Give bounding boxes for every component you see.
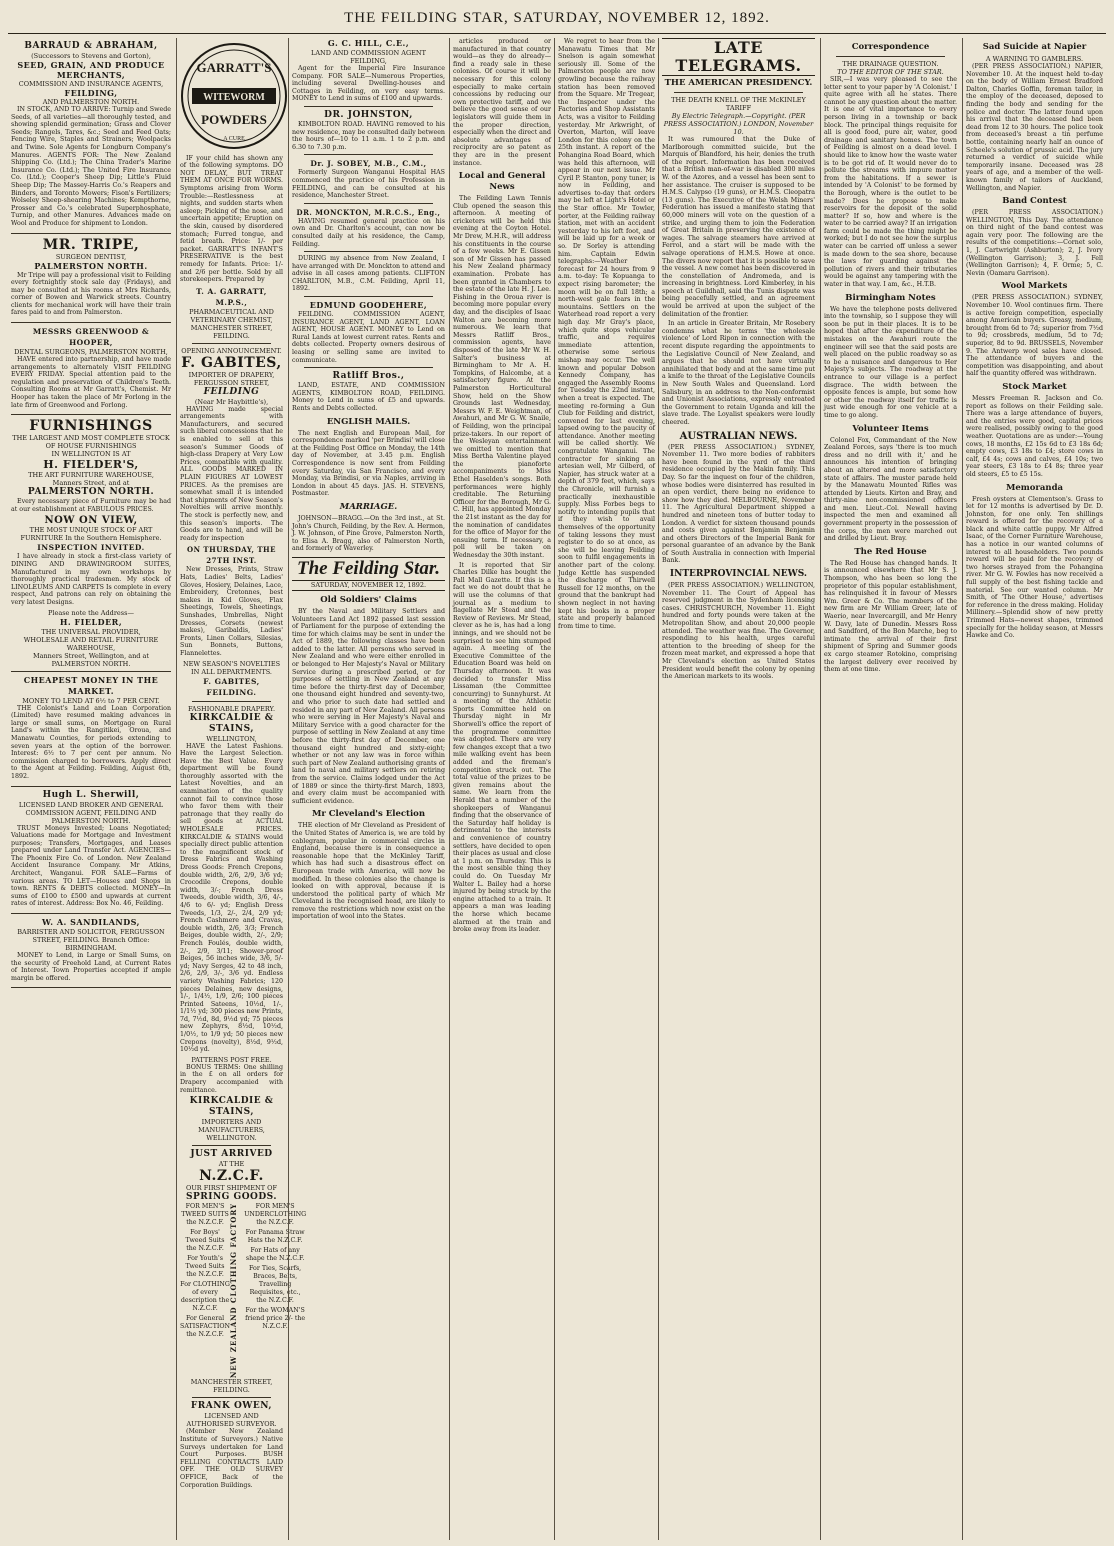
barraud-head: BARRAUD & ABRAHAM, — [24, 41, 158, 51]
fielder-inspect: INSPECTION INVITED. — [37, 543, 145, 553]
gabites-sig: F. GABITES, FEILDING. — [203, 676, 260, 697]
column-6 — [820, 38, 960, 1540]
garratt-body: IF your child has shown any of the following symptoms. DO NOT DELAY, BUT TREAT THEM AT ONCE FOR WORMS. Symptoms arising from Worm Trouble:—Restlessness at nights, and sudden starts when asleep; Picking of the nose, and uncertain appetite; Eruption on the skin, caused by disordered stomach; Furred tongue, and fetid breath. Price: 1/- per packet. GARRATT'S INFANT'S PRESERVATIVE is the best remedy for Infants. Price: 1/- and 2/6 per bottle. Sold by all storekeepers. Prepared by — [180, 154, 283, 284]
money-sub: MONEY TO LEND AT 6½ to 7 PER CENT. — [22, 696, 160, 705]
barraud-ad — [11, 38, 171, 234]
soldiers-claims-body: BY the Naval and Military Settlers and Volunteers Land Act 1892 passed last session of Parliament for the purpose of extending the time for which claims may be sent in under the Act of 1889, the following classes have been added to the latter. All persons who served in New Zealand and who were either enrolled in or belonged to Her Majesty's Naval or Military Service during a prescribed period, or for purposes of settling in New Zealand at any time before the thirty-first day of December, one thousand eight hundred and seventy-two, and who prior to such date had settled and resided in any part of New Zealand. All persons who were serving in Her Majesty's Naval and Military Service with a good character for the purpose of settling in New Zealand at any time before the thirty-first day of December, one thousand eight hundred and sixty-eight; whether or not any law was in force within such part of New Zealand authorising grants of land to naval and military settlers on retiring from the service. Claims lodged under the Act of 1889 or since the thirty-first March, 1893, and every claim must be accompanied with sufficient evidence. — [292, 607, 445, 805]
fielder-line-2: IN WELLINGTON IS AT — [51, 450, 131, 459]
gabites-date: ON THURSDAY, THE 27TH INST. — [186, 545, 276, 566]
johnston-head: DR. JOHNSTON, — [324, 109, 413, 120]
sherwill-body: TRUST Moneys Invested; Loans Negotiated; Valuations made for Mortgage and Investment purposes; Transfers, Mortgages, and Leases prepared under Land Transfer Act. AGENCIES—The Phoenix Fire Co. of London. New Zealand Accident Insurance Company. Mr Atkins, Architect, Wanganui. FOR SALE—Farms of various areas. TO LET—Houses and Shops in town. RENTS & DEBTS collected. MONEY—In sums of £100 to £500 and upwards at current rates of interest. Address: Box No. 46, Feilding. — [11, 824, 171, 908]
feilding-star-nameplate: The Feilding Star. — [292, 557, 445, 581]
ratliff-head: Ratliff Bros., — [332, 371, 405, 382]
gabites-body-2: New Dresses, Prints, Straw Hats, Ladies' Belts, Ladies' Gloves, Hosiery, Delaines, Lace, Embroidery, Cretonnes, best makes in Kid Gloves, Flax Sheetings, Towels, Sheetings, Sunshades, Umbrellas, Night Dresses, Corsets (newest makes), Garibaldis, Ladies' Fronts, Linen Collars, Silesias, Sun Bonnets, Buttons, Flannelettes. — [180, 566, 283, 657]
nzcf-left-item: For Youth's Tweed Suits the N.Z.C.F. — [185, 1255, 225, 1279]
suicide-napier-body: (PER PRESS ASSOCIATION.) NAPIER, November 10. At the inquest held to-day on the body of William Ernest Bradford Dalton, Charles Goffin, foreman tailor, in the employ of the deceased, deposed to finding the body and sending for the police and doctor. The latter found upon his arrival that the deceased had been dead from 12 to 30 hours. The police took from deceased's breast a tin perfume bottle, containing nearly half an ounce of Scheele's solution of prussic acid. The jury returned a verdict of suicide while temporarily insane. Deceased was 28 years of age, and a member of the well-known family of tailors of Auckland, Wellington, and Napier. — [966, 63, 1103, 192]
fielder-body: Every necessary piece of Furniture may be had at our establishment at FABULOUS PRICES. — [11, 498, 171, 513]
charlton-body: DURING my absence from New Zealand, I have arranged with Dr. Monckton to attend and advise in all cases among patients. CLIFTON CHARLTON, M.B., C.M. Feilding, April 11, 1892. — [292, 255, 445, 293]
nzcf-left-item: For CLOTHING of every description the N.Z.C.F. — [180, 1281, 230, 1313]
money-head: CHEAPEST MONEY IN THE MARKET. — [23, 674, 159, 696]
columns — [8, 38, 1106, 1540]
drainage-head: THE DRAINAGE QUESTION. — [842, 60, 939, 68]
barraud-line-1: SEED, GRAIN, AND PRODUCE MERCHANTS, — [17, 60, 165, 80]
local-news-continued: We regret to hear from the Manawatu Times that Mr Snelson is again somewhat seriously ill. Some of the Palmerston people are now growling because the railway station has been removed from the Square. Mr Tregear, the Inspector under the Factories and Shop Assistants Acts, was a visitor to Feilding yesterday. Mr Arkwright, of Overton, Marton, will leave London for this colony on the 25th instant. A report of the Pohangina Road Board, which was held this afternoon, will appear in our next issue. Mr Cyril P. Stanton, pony tuner, is now in Feilding, and advertises to-day that orders may be left at Light's Hotel or the Star office. Mr Towler, porter, at the Feilding railway station, met with an accident yesterday to his left foot, and will be laid up for a week or so. Dr Sorley is attending him. Captain Edwin telegraphs:—Weather forecast for 24 hours from 9 a.m. to-day: Te Kopuanga to expect rising barometer; the moon will be on full 18th; a north-west gale fears in the mountains. Settlers on the Waterhead road report a very high day. Mr Gray's place, which quite stops vehicular traffic, and requires immediate attention, otherwise some serious mishap may occur. The well known and popular Dobson Kennedy Company, has engaged the Assembly Rooms for Tuesday the 22nd instant, when a treat is expected. The meeting re-forming a Gun Club for Feilding and district, convened for last evening, lapsed owing to the paucity of attendance. Another meeting will be called shortly. We congratulate Wanganui. The contractor for sinking an artesian well, Mr Gilberd, of Napier, has struck water at a depth of 379 feet, which, says the Chronicle, will furnish a practically inexhaustible supply. Miss Forbes begs to notify to intending pupils that if they wish to avail themselves of the opportunity of taking lessons they must register to do so at once, as she will be leaving Feilding soon to fulfil engagements in another part of the colony. Judge Kettle has suspended the discharge of Thirwell Russell for 12 months, on the ground that the bankrupt had shown neglect in not having kept his books in a proper state and properly balanced from time to time. — [558, 38, 655, 630]
garratts-powders-seal — [180, 42, 288, 150]
seal-word-2: WITEWORM — [203, 92, 265, 103]
hill-head: G. C. HILL, C.E., — [327, 38, 410, 48]
column-4-left — [450, 38, 554, 1540]
gabites-sub-4: (Near Mr Haybittle's), — [194, 397, 269, 406]
barraud-sub: (Successors to Stevens and Gorton), — [31, 52, 151, 60]
fielder-line-5: Manners Street, and at — [52, 479, 130, 488]
column-3 — [288, 38, 448, 1540]
sherwill-head: Hugh L. Sherwill, — [42, 789, 140, 800]
memoranda-head: Memoranda — [1005, 482, 1064, 493]
drainage-to: TO THE EDITOR OF THE STAR. — [837, 68, 944, 76]
volunteer-items-head: Volunteer Items — [852, 423, 929, 434]
fielder-body-2: I have already in stock a first-class variety of DINING AND DRAWINGROOM SUITES, Manufactured in my own workshops by thoroughly practical tradesmen. My stock of LINOLEUMS AND CARPETS Is complete in every respect, And patrons can rely on obtaining the very latest Designs. — [11, 553, 171, 606]
wool-markets-body: (PER PRESS ASSOCIATION.) SYDNEY, November 10. Wool continues firm. There is active foreign competition, especially among American buyers. Greasy, medium, brought from 6d to 7d; superior from 7½d to 9d; crossbreds, medium, 5d to 7d; superior, 8d to 9d. BRUSSELS, November 9. The Antwerp wool sales have closed. The attendance of buyers and the competition was disappointing, and about half the quantity offered was withdrawn. — [966, 294, 1103, 378]
patterns-post-free: PATTERNS POST FREE. — [191, 1055, 272, 1064]
interprovincial-head: INTERPROVINCIAL NEWS. — [669, 569, 808, 580]
fielder-ad — [11, 415, 171, 671]
at-the: AT THE — [218, 1160, 245, 1169]
first-shipment: OUR FIRST SHIPMENT OF — [186, 1184, 277, 1193]
american-presidency-head: THE AMERICAN PRESIDENCY. — [664, 78, 813, 88]
garratt-sub: PHARMACEUTICAL AND VETERINARY CHEMIST, MANCHESTER STREET, FEILDING. — [189, 307, 274, 340]
fashionable-drapery: FASHIONABLE DRAPERY. — [187, 704, 276, 713]
nzcf-right-item: For Panama Straw Hats the N.Z.C.F. — [245, 1229, 305, 1245]
sobey-body: Formerly Surgeon Wanganui Hospital HAS commenced the practice of his Profession in FEILDING, and can be consulted at his residence, Manchester Street. — [292, 169, 445, 200]
fielder-unique: THE MOST UNIQUE STOCK OF ART FURNITURE In the Southern Hemisphere. — [20, 526, 162, 543]
kirkcaldie-place: WELLINGTON, — [206, 734, 257, 743]
band-contest-body: (PER PRESS ASSOCIATION.) WELLINGTON, This Day. The attendance on third night of the band contest was again very poor. The following are the results of the competitions:—Cornet solo, 1, J. Cartwright (Ashburton); 2, J. Ivory (Wellington Garrison); 3, J. Fell (Wellington Garrison); 4, F. Orme; 5, C. Nevin (Oamaru Garrison). — [966, 209, 1103, 277]
gabites-sub-2: FERGUSSON STREET, — [193, 378, 270, 387]
stock-market-body: Messrs Freeman R. Jackson and Co. report as follows on their Feilding sale. There was a large attendance of buyers, and the entries were good, capital prices were realised, possibly owing to the good weather. Quotations are as under:—Young cows, 18 months, £2 15s 6d to £3 18s 6d; empty cows, £3 18s to £4; store cows in calf, £4 4s; cows and calves, £4 10s; two year steers, £3 18s to £4 8s; three year old steers, £5 to £5 15s. — [966, 394, 1103, 478]
fielder-note: Please note the Address— — [48, 608, 134, 617]
page-masthead: THE FEILDING STAR, SATURDAY, NOVEMBER 12, 1892. — [8, 4, 1106, 34]
tripe-sub: SURGEON DENTIST, — [55, 252, 127, 261]
fielder-addr-4: Manners Street, Wellington, and at — [32, 651, 150, 660]
sandilands-ad — [11, 914, 171, 988]
seal-word-3: POWDERS — [201, 112, 267, 127]
barraud-body: IN STOCK, AND TO ARRIVE: Turnip and Swede Seeds, of all varieties—all thoroughly tested, and showing splendid germination; Grass and Clover Seeds; Rangels, Tares, &c.; Seed and Feed Oats; Fencing Wire, Staples and Strainers; Woolpacks and Twine. Sole Agents for Longburn Company's Manures. AGENTS FOR: The New Zealand Shipping Co. (Ltd.); The China Trader's Marine Insurance Co. (Ltd.); The United Fire Insurance Co. (Ltd.); Cooper's Sheep Dip; Little's Fluid Sheep Dip; The Massey-Harris Co.'s Reapers and Binders, and Toronto Mowers; Fison's Fertilizers; Wolseley Sheep-shearing Machines; Kempthorne, Prosser and Co.'s celebrated Superphosphate, Turnip, and other Manures. Advances made on Wool and Produce for shipment to London. — [11, 106, 171, 227]
stock-market-head: Stock Market — [1002, 381, 1067, 392]
memoranda-body: Fresh oysters at Clementson's. Grass to let for 12 months is advertised by Dr. D. Johnston, for one only. Ten shillings reward is offered for the recovery of a black and white cattle puppy. Mr Alfred Isaac, of the Corner Furniture Warehouse, has a notice in our wanted columns of interest to all householders. Two pounds reward will be paid for the recovery of two horses strayed from the Pohangina river. Mr G. W. Fowles has now received a full supply of the best fishing tackle and material. See our wanted column. Mr Smith, of 'The Other House,' advertises for reference in the dress making. Holiday Millinery.—Splendid show of new pretty Trimmed Hats—newest shapes, trimmed specially for the holiday season, at Messrs Hawke and Co. — [966, 495, 1103, 640]
tripe-place: PALMERSTON NORTH. — [34, 260, 148, 271]
australian-news-body: (PER PRESS ASSOCIATION.) SYDNEY, November 11. Two more bodies of rabbiters have been found in the yard of the third residence occupied by the Makin family. This Day. So far the inquest on four of the children, whose bodies were disinterred has resulted in an open verdict, there being no evidence to show how they died. MELBOURNE, November 11. The Agricultural Department shipped a hundred and nineteen tons of butter today to London. A verdict for sixteen thousand pounds and costs given against Benjamin Benjamin and others Directors of the Imperial Bank for personal guarantee of an advance by the Bank of South Australia in connection with Imperial Bank. — [662, 443, 815, 565]
local-general-head: Local and General News — [458, 171, 546, 193]
fielder-addr-3: WHOLESALE AND RETAIL FURNITURE WAREHOUSE, — [23, 635, 159, 652]
gabites-new: NEW SEASON'S NOVELTIES IN ALL DEPARTMENTS. — [182, 659, 281, 676]
column-1 — [8, 38, 174, 1540]
monckton-head: DR. MONCKTON, M.R.C.S., Eng., — [296, 207, 441, 217]
johnston-body: KIMBOLTON ROAD. HAVING removed to his new residence, may be consulted daily between the hours of—10 to 11 a.m. 1 to 2 p.m. and 6.30 to 7.30 p.m. — [292, 120, 445, 151]
monckton-body: HAVING resumed general practice on his own and Dr. Charlton's account, can now be consulted daily at his residence, the Camp, Feilding. — [292, 217, 445, 248]
nzcf-left-item: For Boys' Tweed Suits the N.Z.C.F. — [185, 1229, 225, 1253]
gabites-sub-3: FEILDING — [203, 386, 260, 397]
column-2 — [176, 38, 307, 1540]
kirkcaldie-2-head: KIRKCALDIE & STAINS, — [189, 1096, 274, 1118]
kirkcaldie-2-sub: IMPORTERS AND MANUFACTURERS, WELLINGTON. — [198, 1118, 265, 1143]
spring-goods: SPRING GOODS. — [186, 1192, 277, 1203]
birmingham-notes-body: We have the telephone posts delivered into the township, so I suppose they will soon be put in their places. It is to be hoped that after the expenditure of the mistakes on the Awahuri route the engineer will see that the said posts are well placed on the public roadway so as to be a nuisance and dangerous to Her Majesty's subjects. The roadway at the entrance to our village is a perfect disgrace. The width between the opposite fences is ample, but some how or other the roadway itself for traffic is just wide enough for one vehicle at a time to go along. — [824, 305, 957, 419]
just-arrived: JUST ARRIVED — [190, 1149, 273, 1160]
kirkcaldie-head: KIRKCALDIE & STAINS, — [189, 712, 274, 734]
wool-markets-head: Wool Markets — [1001, 281, 1068, 292]
sandilands-sub: BARRISTER AND SOLICITOR, FERGUSSON STREET, FEILDING. Branch Office: BIRMINGHAM. — [17, 928, 165, 953]
nzcf-head: N.Z.C.F. — [199, 1168, 264, 1185]
correspondence-head: Correspondence — [851, 42, 930, 52]
column-4-right — [554, 38, 658, 1540]
australian-news-head: AUSTRALIAN NEWS. — [679, 430, 798, 442]
fielder-now: NOW ON VIEW, — [44, 515, 138, 527]
death-knell-head: THE DEATH KNELL OF THE McKINLEY TARIFF — [671, 96, 806, 112]
late-telegrams-head: LATE TELEGRAMS. — [662, 38, 815, 76]
seal-word-4: A CURE — [223, 136, 245, 142]
greenwood-body: HAVE entered into partnership, and have made arrangements to alternately VISIT FEILDING EVERY FRIDAY. Special attention paid to the regulation and preservation of Children's Teeth. Consulting Rooms at Mr Garratt's, Chemist. Mr Hooper has taken the place of Mr Forlong in the late firm of Greenwood and Forlong. — [11, 356, 171, 409]
manchester-street: MANCHESTER STREET, FEILDING. — [190, 1378, 273, 1395]
ratliff-body: LAND, ESTATE, AND COMMISSION AGENTS, KIMBOLTON ROAD, FEILDING. Money to Lend in sums of £5 and upwards. Rents and Debts collected. — [292, 382, 445, 412]
red-house-head: The Red House — [854, 546, 927, 557]
cleveland-election-body: THE election of Mr Cleveland as President of the United States of America is, we are told by cablegram, popular in commercial circles in England, because there is in consequence a reasonable hope that the McKinley Tariff, which has had such a disastrous effect on European trade with America, will now be modified. In these colonies also the change is looked on with approval, because it is understood the political party of which Mr Cleveland is the recognised head, are likely to remove the restrictions which now exist on the importation of wool into the States. — [292, 822, 445, 921]
bonus-terms: BONUS TERMS: One shilling in the £ on all orders for Drapery accompanied with remittance. — [180, 1063, 283, 1094]
greenwood-head: MESSRS GREENWOOD & HOOPER, — [32, 327, 150, 348]
sobey-head: Dr. J. SOBEY, M.B., C.M., — [310, 159, 427, 169]
column-7 — [962, 38, 1106, 1540]
fielder-addr-2: THE UNIVERSAL PROVIDER, — [41, 627, 141, 636]
sandilands-head: W. A. SANDILANDS, — [42, 917, 140, 928]
tripe-head: MR. TRIPE, — [42, 236, 140, 253]
goodehere-body: FEILDING. COMMISSION AGENT, INSURANCE AGENT, LAND AGENT, LOAN AGENT, HOUSE AGENT. MONEY to Lend on Rural Lands at lowest current rates. Rents and debts collected. Property owners desirous of leasing or selling same are invited to communicate. — [292, 311, 445, 364]
greenwood-sub: DENTAL SURGEONS, PALMERSTON NORTH, — [14, 348, 168, 357]
drainage-body: SIR,—I was very pleased to see the letter sent to your paper by 'A Colonist.' I quite agree with all he states. There cannot be any question about the matter. It is one of vital importance to every person living in a township or back block. The principal things requisite for all is good food, pure air, water, good drainage and sanitary homes. The town of Feilding is almost on a dead level. I should like to know how the waste water is to be got rid of. It would never do to pollute the streams with impure matter from the habitations. If a sewer is intended by 'A Colonist' to be formed by the Borough, where is the outlet to be made? Does he propose to make reservoirs for the deposit of the solid matter? If so, how and where is the water to be carried away? If an irrigation farm could be made the thing might be worked; but I do not see how the surplus water can be carried off unless a sewer is made down to the sea shore, because the laws for guarding against the pollution of rivers and their tributaries would be against any tampering with the water in that way. I am, &c., H.T.B. — [824, 76, 957, 289]
owen-head: FRANK OWEN, — [190, 1401, 273, 1412]
nzcf-right-item: For Hats of any shape the N.Z.C.F. — [245, 1247, 305, 1263]
gabites-sub-1: IMPORTER OF DRAPERY, — [188, 370, 275, 379]
nzcf-right-item: FOR MEN'S UNDERCLOTHING the N.Z.C.F. — [244, 1203, 307, 1227]
nzcf-right-item: For the WOMAN'S friend price 2/- the N.Z.C.F. — [245, 1307, 306, 1331]
nzcf-left-items — [180, 1203, 230, 1378]
gabites-body: HAVING made special arrangements with Manufacturers, and secured such liberal concessions that he is enabled to sell at this season's Summer Goods of high-class Drapery at Very Low Prices, compatible with quality. ALL GOODS MARKED IN PLAIN FIGURES AT LOWEST PRICES. As the premises are somewhat small it is intended that shipments of New Season's Novelties will arrive monthly. The stock is perfectly new, and this season's imports. The Goods are to hand, and will be ready for inspection — [180, 405, 283, 542]
barraud-line-2: COMMISSION AND INSURANCE AGENTS, — [18, 80, 164, 88]
garratt-name: T. A. GARRATT, M.P.S., — [196, 286, 267, 307]
barraud-line-3: FEILDING, — [64, 88, 118, 98]
nzcf-items — [180, 1203, 307, 1379]
local-general-body-2: It is reported that Sir Charles Dilke has bought the Pall Mall Gazette. If this is a fact we do not doubt that he will use the columns of that journal as a medium to flagellate Mr Stead and the Review of Reviews. Mr Stead, clever as he is, has had a long innings, and we should not be surprised to see him stumped again. A meeting of the Executive Committee of the Education Board was held on Thursday afternoon. It was decided to transfer Miss Lissaman (the Committee concurring) to Sunnyhurst. At a meeting of the Athletic Sports Committee held on Thursday night in Mr Shorwell's office the report of the programme committee was adopted. There are very few changes except that a two mile walking event has been added and the fireman's competition struck out. The total value of the prizes to be given remains about the same. We learn from the Herald that a number of the shopkeepers of Wanganui finding that the observance of the Saturday half holiday is detrimental to the interests and convenience of country settlers, have decided to open their places as usual and close at 1 p.m. on Thursday. This is the most sensible thing they could do. On Tuesday Mr Walter L. Bailey had a horse injured by being struck by the engine attached to a train. It appears a man was leading the horse which became alarmed at the train and broke away from its leader. — [453, 561, 551, 934]
interprovincial-body: (PER PRESS ASSOCIATION.) WELLINGTON, November 11. The Court of Appeal has reserved judgment in the Sydenham licensing cases. CHRISTCHURCH, November 11. Eight hundred and forty pounds were taken at the Metropolitan Show, and about 20,000 people attended. The weather was fine. The Governor, responding to his health, urges careful attention to the breeding of sheep for the frozen meat market, and expressed a hope that Mr Cleveland's election as United States President would benefit the colony by opening the American markets to its wools. — [662, 582, 815, 681]
telegrams-body: It was rumoured that the Duke of Marlborough committed suicide, but the Marquis of Blandford, his heir, denies the truth of the report. Information has been received that a British man-of-war is disabled 300 miles W. of the Azores, and a vessel has been sent to her assistance. The cruiser is supposed to be H.M.S. Calypso (19 guns), or H.M.S. Cleopatra (13 guns). The Executive of the Welsh Miners' Federation has issued a manifesto stating that 60,000 miners will vote on the question of a strike, and urging them to join the Federation of Great Britain in preserving the existence of wages. The salvage steamers have arrived at Ferrol, and a start will be made with the salvage operations of H.M.S. Howe at once. The divers now report that it is possible to save the vessel. A new comet has been discovered in the constellation of Andromeda, and is increasing in brightness. Lord Kimberley, in his speech at Guildhall, said the Tunis dispute was being peacefully settled, and an agreement would be arrived at upon the subject of the delimitation of the frontier. — [662, 136, 815, 318]
column-5 — [658, 38, 818, 1540]
goodehere-head: EDMUND GOODEHERE, — [309, 300, 428, 311]
sandilands-body: MONEY to Lend, in Large or Small Sums, on the security of Freehold Land, at Current Rates of Interest. Town Properties accepted if ample margin be offered. — [11, 952, 171, 982]
telegrams-body-2: In an article in Greater Britain, Mr Rosebery condemns what he terms 'the wholesale violence' of Lord Ripon in connection with the recent dispute regarding the appointments to the Legislative Council of New Zealand, and argues that he should not have virtually annihilated that body and at the same time put a knife to the throat of the Legislative Councils in New South Wales and Queensland. Lord Salisbury, in an address to the Non-conformist and Unionist Associations, expressly entreated the Government to retain Uganda and kill the slave trade. The Loyalist speakers were loudly cheered. — [662, 320, 815, 426]
nzcf-right-item: For Ties, Scarfs, Braces, Belts, Travelling Requisites, etc., the N.Z.C.F. — [249, 1265, 302, 1305]
red-house-body: The Red House has changed hands. It is announced elsewhere that Mr S. J. Thompson, who has been so long the proprietor of this popular establishment, has relinquished it in favour of Messrs Wm. Greer & Co. The members of the new firm are Mr William Greer, late of Waerio, near Invercargill, and Mr Henry W. Davy, late of Dunedin. Messrs Ross and Sandford, of the Bon Marche, beg to intimate the arrival of their first shipment of Spring and Summer goods ex cargo steamer Rotokino, comprising the largest delivery ever received by them at one time. — [824, 559, 957, 674]
local-general-body: The Feilding Lawn Tennis Club opened the season this afternoon. A meeting of cricketers will be held this evening at the Coyton Hotel. Mr Drew, M.H.R., will address his constituents in the course of a few weeks. Mr E. Gissen son of Mr Gissen has passed his New Zealand pharmacy examination. Probate has been granted in Chambers to the estate of the late H. J. Lee. Fishing in the Oroua river is becoming more popular every day, and the disciples of Isaac Walton are becoming more numerous. We learn that Messrs Ratliff Bros., commission agents, have disposed of the late Mr W. H. Salter's business at Birmingham to Mr A. H. Tompkins, of Halcombe, at a satisfactory figure. At the Palmerston Horticultural Show, held on the Show Grounds last Wednesday, Messrs W. F. E. Weightman, of Awahuri, and Mr G. W. Snaile, of Feilding, won the principal prize-takers. In our report of the Wesleyan entertainment we omitted to mention that Miss Bertha Valentine played the pianoforte accompaniments to Miss Ethel Haselden's songs. Both performances were highly creditable. The Returning Officer for the Borough, Mr G. C. Hill, has appointed Monday the 21st instant as the day for the nomination of candidates for the office of Mayor for the ensuing term. If necessary, a poll will be taken on Wednesday the 30th instant. — [453, 195, 551, 559]
nzcf-left-item: For General SATISFACTION the N.Z.C.F. — [180, 1315, 231, 1339]
telegrams-byline: By Electric Telegraph.—Copyright. (PER PRESS ASSOCIATION.) LONDON, November 10. — [663, 112, 814, 136]
column-4 — [449, 38, 657, 1540]
hill-body: Agent for the Imperial Fire Insurance Company. FOR SALE—Numerous Properties, including several Dwelling-houses and Cottages in Feilding, on very easy terms. MONEY to Lend in sums of £100 and upwards. — [292, 65, 445, 103]
marriage-body: JOHNSON—BRAGG.—On the 3rd inst., at St. John's Church, Feilding, by the Rev. A. Hermon, J. W. Johnson, of Pine Grove, Palmerston North, to Elisa A. Bragg, also of Palmerston North, and formerly of Waverley. — [292, 514, 445, 553]
money-ad — [11, 672, 171, 787]
fielder-addr-5: PALMERSTON NORTH. — [51, 659, 131, 668]
owen-sub: LICENSED AND AUTHORISED SURVEYOR. — [186, 1412, 277, 1429]
band-contest-head: Band Contest — [1002, 196, 1067, 207]
money-body: THE Colonist's Land and Loan Corporation (Limited) have resumed making advances in large or small sums, on Mortgage on Rural Land's within the Rangitikei, Oroua, and Manawatu Counties, for periods extending to seven years at the option of the borrower. Interest: 6½ to 7 per cent per annum. No commission charged to borrowers. Apply direct to the Agent at Feilding. Feilding, August 6th, 1892. — [11, 704, 171, 780]
opening-announcement: OPENING ANNOUNCEMENT. — [181, 346, 282, 355]
barraud-line-4: AND PALMERSTON NORTH. — [42, 98, 140, 106]
fielder-line-1: THE LARGEST AND MOST COMPLETE STOCK OF HOUSE FURNISHINGS — [12, 434, 170, 451]
birmingham-notes-head: Birmingham Notes — [845, 292, 936, 303]
gabites-head: F. GABITES, — [181, 354, 282, 371]
fielder-addr-1: H. FIELDER, — [59, 616, 123, 627]
greenwood-ad — [11, 323, 171, 415]
owen-body: (Member New Zealand Institute of Surveyors.) Native Surveys undertaken for Land Court Purposes. BUSH FELLING CONTRACTS LAID OFF. THE OLD SURVEY OFFICE, Back of the Corporation Buildings. — [180, 1428, 283, 1489]
fielder-line-4: THE ART FURNITURE WAREHOUSE, — [28, 471, 154, 480]
hill-sub: LAND AND COMMISSION AGENT FEILDING, — [311, 49, 426, 65]
cleveland-election-head: Mr Cleveland's Election — [311, 809, 426, 820]
english-mails-body: The next English and European Mail, for correspondence marked 'per Brindisi' will close at the Feilding Post Office on Monday, the 14th day of November, at 3.45 p.m. English Correspondence is now sent from Feilding every Saturday, via San Francisco, and every Monday, via Brindisi, or via Naples, arriving in London in about 45 days. JAS. H. STEVENS, Postmaster. — [292, 429, 445, 498]
sherwill-ad — [11, 787, 171, 915]
tripe-body: Mr Tripe will pay a professional visit to Feilding every fortnightly stock sale day (Fridays), and may be consulted at his rooms at Mrs Richards, corner of Bowen and Warwick streets. Country clients for mechanical work will have their train fares paid to and from Palmerston. — [11, 271, 171, 317]
fielder-line-6: PALMERSTON NORTH. — [27, 487, 155, 498]
kirkcaldie-body: HAVE the Latest Fashions. Have the Largest Selection. Have the Best Value. Every department will be found thoroughly assorted with the Latest Novelties, and an examination of the quality cannot fail to convince those who favor them with their patronage that they really do sell goods at ACTUAL WHOLESALE PRICES. KIRKCALDIE & STAINS would specially direct public attention to the magnificent stock of Dress Fabrics and Washing Dress Goods: French Crepons, double width, 2/6, 2/9, 3/6 yd; Crocodile Crepons, double width, 3/-; French Dress Tweeds, double width, 3/6, 4/-, 4/6 to 6/- yd; English Dress Tweeds, 1/3, 2/-, 2/4, 2/9 yd; French Cashmere and Cravas, double width, 2/6, 3/3; French Beiges, double width, 2/-, 2/9; French Foulés, double width, 2/-, 2/9, 3/11; Shower-proof Beiges, 56 inches wide, 3/6, 5/-yd; Navy Serges, 42 to 48 inch, 2/6, 2/9, 3/-, 3/6 yd. Endless variety Washing Fabrics; 120 pieces Delaines, new designs, 1/-, 1/4½, 1/9, 2/6; 100 pieces Printed Sateens, 10½d, 1/-, 1/1½ yd; 300 pieces new Prints, 7d, 7½d, 8d, 9½d yd; 75 pieces new Zephyrs, 8½d, 10½d, 1/0½, to 1/9 yd; 50 pieces new Crepons (novelty), 8½d, 9½d, 10½d yd. — [180, 742, 283, 1054]
nzcf-left-item: FOR MEN'S TWEED SUITS the N.Z.C.F. — [181, 1203, 229, 1227]
english-mails-head: ENGLISH MAILS. — [326, 416, 411, 427]
fielder-line-3: H. FIELDER'S, — [43, 458, 139, 472]
fielder-head: FURNISHINGS — [29, 418, 153, 435]
volunteer-items-body: Colonel Fox, Commandant of the New Zealand Forces, says 'there is too much dress and no drill with it,' and he announces his intention of bringing about an altered and more satisfactory state of affairs. The muster parade held by the Manawatu Mounted Rifles was attended by Lieuts. Kirton and Bray, and thirty-nine non-commissioned officers and men. Lieut.-Col. Newall having inspected the men and examined all government property in the possession of the corps, the men were marched out and drilled by Lieut. Bray. — [824, 436, 957, 543]
soldiers-claims-head: Old Soldiers' Claims — [320, 594, 417, 605]
newspaper-page — [8, 4, 1106, 1542]
suicide-napier-sub: A WARNING TO GAMBLERS. — [985, 55, 1084, 63]
nameplate-dateline: SATURDAY, NOVEMBER 12, 1892. — [292, 581, 445, 591]
sherwill-sub: LICENSED LAND BROKER AND GENERAL COMMISSION AGENT, FEILDING AND PALMERSTON NORTH. — [18, 800, 164, 825]
tripe-ad — [11, 234, 171, 324]
nzcf-vertical-label: NEW ZEALAND CLOTHING FACTORY — [229, 1203, 239, 1379]
reciprocity-body: articles produced or manufactured in that country would—as they do already—find a ready sale in these colonies. Of course it will be necessary for this colony especially to make certain concessions by reducing our own protective tariff, and we believe the good sense of our legislators will guide them in the proper direction, especially when the direct and absolute advantages of reciprocity are so patent as they are in the present instance. — [453, 38, 551, 167]
marriage-head: MARRIAGE. — [339, 501, 398, 512]
suicide-napier-head: Sad Suicide at Napier — [982, 42, 1087, 52]
seal-word-1: GARRATT'S — [196, 60, 272, 75]
